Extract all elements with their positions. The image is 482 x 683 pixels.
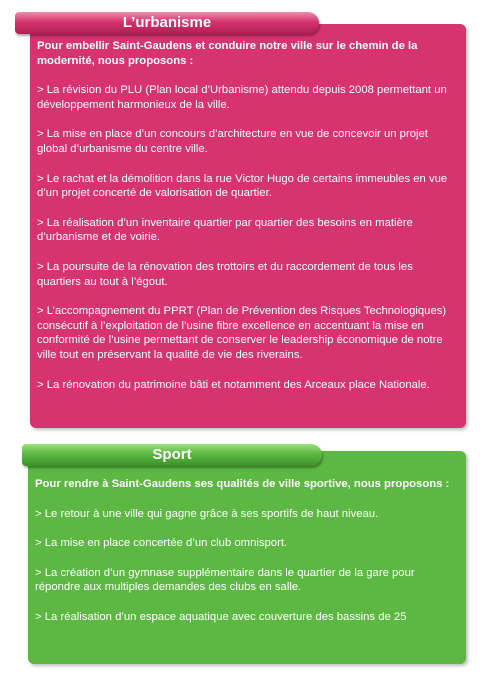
sport-item: > Le retour à une ville qui gagne grâce à ses sportifs de haut niveau. [35,507,379,520]
urbanisme-item: > La révision du PLU (Plan local d’Urbanisme) attendu depuis 2008 permettant un développement harmonieux de la ville. [37,84,447,111]
sport-section [28,451,466,664]
urbanisme-section [30,24,466,428]
sport-intro: Pour rendre à Saint-Gaudens ses qualités de ville sportive, nous proposons : [35,478,450,490]
sport-item: > La mise en place concertée d’un club omnisport. [35,537,288,550]
urbanisme-item: > La rénovation du patrimoine bâti et notamment des Arceaux place Nationale. [37,378,430,391]
sport-heading: Sport [22,444,322,466]
sport-item: > La création d’un gymnase supplémentaire dans le quartier de la gare pour répondre aux multiples demandes des clubs en salle. [35,566,415,594]
urbanisme-item: > Le rachat et la démolition dans la rue Victor Hugo de certains immeubles en vue d’un projet concerté de valorisation de quartier. [37,172,448,200]
urbanisme-heading: L’urbanisme [15,12,319,34]
urbanisme-item: > La réalisation d’un inventaire quartier par quartier des besoins en matière d’urbanisme et de voirie. [37,216,413,244]
urbanisme-intro: Pour embellir Saint-Gaudens et conduire notre ville sur le chemin de la modernité, nous proposons : [37,40,418,67]
urbanisme-item: > La mise en place d’un concours d’architecture en vue de concevoir un projet global d’urbanisme du centre ville. [37,128,428,155]
urbanisme-item: > L’accompagnement du PPRT (Plan de Prévention des Risques Technologiques) consécutif à l’exploitation de l’usine fibre excellence en accentuant la mise en conformité de l’usine permettant de conserver le leadership économique de notre ville tout en préservant la qualité de vie des riverains. [37,305,447,361]
sport-item: > La réalisation d’un espace aquatique avec couverture des bassins de 25 [35,610,407,623]
urbanisme-item: > La poursuite de la rénovation des trottoirs et du raccordement de tous les quartiers au tout à l’égout. [37,260,413,288]
